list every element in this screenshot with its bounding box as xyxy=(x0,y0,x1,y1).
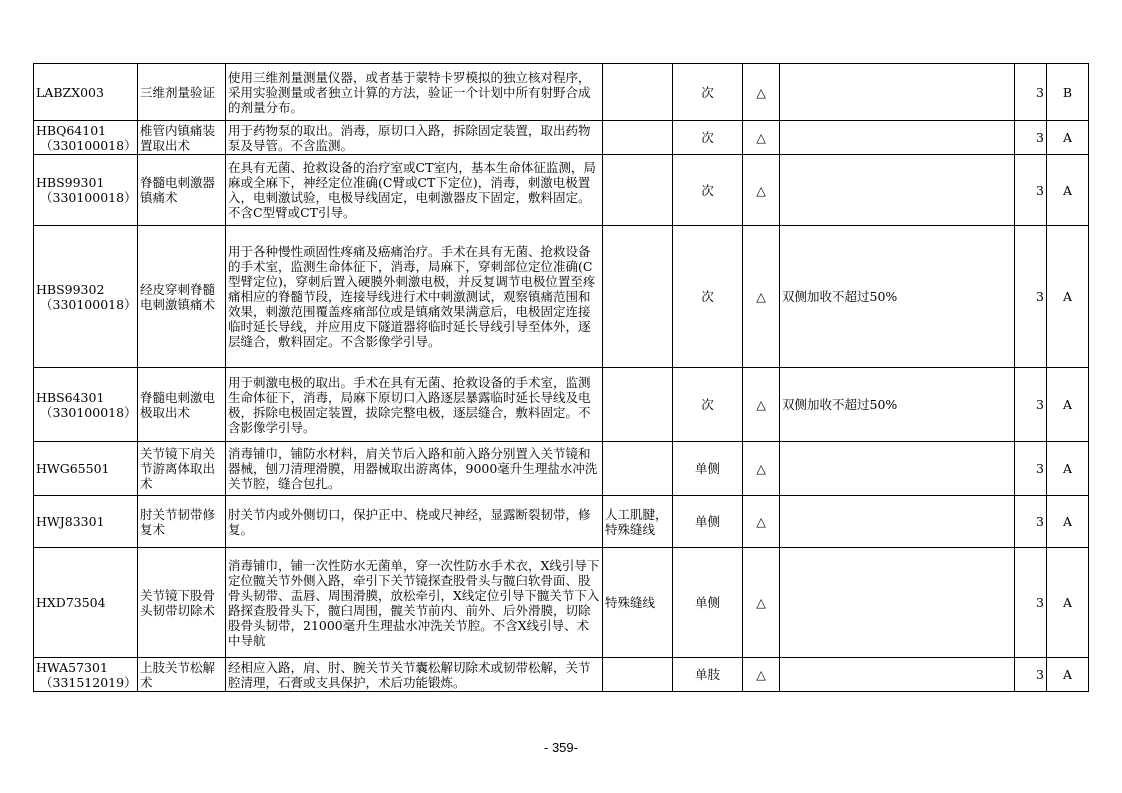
item-note xyxy=(780,155,1015,226)
item-number: 3 xyxy=(1015,155,1047,226)
item-code: HWG65501 xyxy=(36,461,110,476)
item-excluded xyxy=(603,368,673,442)
item-name: 经皮穿刺脊髓电刺激镇痛术 xyxy=(138,226,226,368)
item-code-cell xyxy=(34,226,138,368)
item-grade: A xyxy=(1047,368,1089,442)
item-grade: A xyxy=(1047,496,1089,548)
table-row xyxy=(34,658,1089,692)
item-code-cell xyxy=(34,121,138,155)
item-name: 三维剂量验证 xyxy=(138,64,226,121)
item-code: HBS99301 xyxy=(36,175,105,190)
item-grade: A xyxy=(1047,226,1089,368)
table-row xyxy=(34,442,1089,496)
item-grade: B xyxy=(1047,64,1089,121)
item-unit: 次 xyxy=(673,121,743,155)
item-grade: A xyxy=(1047,548,1089,658)
item-excluded: 特殊缝线 xyxy=(603,548,673,658)
item-number: 3 xyxy=(1015,658,1047,692)
fee-schedule-table xyxy=(33,63,1089,692)
item-code: HXD73504 xyxy=(36,595,106,610)
item-unit: 单肢 xyxy=(673,658,743,692)
item-name: 肘关节韧带修复术 xyxy=(138,496,226,548)
item-excluded xyxy=(603,121,673,155)
item-excluded xyxy=(603,155,673,226)
item-content: 消毒铺巾，铺一次性防水无菌单，穿一次性防水手术衣，X线引导下定位髋关节外侧入路，牵引下关节镜探查股骨头与髋臼软骨面、股骨头韧带、盂唇、周围滑膜，放松牵引，X线定位引导下髋关节下入路探查股骨头下，髋臼周围，髋关节前内、前外、后外滑膜，切除股骨头韧带，21000毫升生理盐水冲洗关节腔。不含X线引导、术中导航 xyxy=(226,548,603,658)
item-mark: △ xyxy=(743,442,780,496)
item-name: 上肢关节松解术 xyxy=(138,658,226,692)
item-code: HWA57301 xyxy=(36,659,108,675)
item-excluded xyxy=(603,658,673,692)
item-code: HWJ83301 xyxy=(36,514,105,529)
table-row xyxy=(34,64,1089,121)
item-name: 关节镜下肩关节游离体取出术 xyxy=(138,442,226,496)
item-unit: 次 xyxy=(673,368,743,442)
table-body xyxy=(34,64,1089,692)
item-content: 肘关节内或外侧切口，保护正中、桡或尺神经，显露断裂韧带，修复。 xyxy=(226,496,603,548)
page-number: - 359- xyxy=(544,740,578,755)
item-name: 脊髓电刺激电极取出术 xyxy=(138,368,226,442)
item-name: 椎管内镇痛装置取出术 xyxy=(138,121,226,155)
item-note: 双侧加收不超过50% xyxy=(780,226,1015,368)
item-code-cell xyxy=(34,442,138,496)
item-content: 用于刺激电极的取出。手术在具有无菌、抢救设备的手术室，监测生命体征下，消毒，局麻下原切口入路逐层暴露临时延长导线及电极，拆除电极固定装置，拔除完整电极，逐层缝合，敷料固定。不含影像学引导。 xyxy=(226,368,603,442)
item-note xyxy=(780,64,1015,121)
item-content: 在具有无菌、抢救设备的治疗室或CT室内，基本生命体征监测，局麻或全麻下，神经定位准确(C臂或CT下定位)，消毒，刺激电极置入，电刺激试验，电极导线固定，电刺激器皮下固定，敷料固定。不含C型臂或CT引导。 xyxy=(226,155,603,226)
item-unit: 单侧 xyxy=(673,496,743,548)
item-number: 3 xyxy=(1015,368,1047,442)
item-unit: 次 xyxy=(673,64,743,121)
item-number: 3 xyxy=(1015,496,1047,548)
item-old-code: （330100018） xyxy=(40,190,137,205)
item-note xyxy=(780,658,1015,692)
table-row xyxy=(34,121,1089,155)
item-number: 3 xyxy=(1015,548,1047,658)
item-grade: A xyxy=(1047,442,1089,496)
item-note xyxy=(780,548,1015,658)
item-number: 3 xyxy=(1015,121,1047,155)
item-unit: 单侧 xyxy=(673,442,743,496)
table-row xyxy=(34,496,1089,548)
table-row xyxy=(34,368,1089,442)
item-content: 消毒铺巾，铺防水材料，肩关节后入路和前入路分别置入关节镜和器械，刨刀清理滑膜，用器械取出游离体，9000毫升生理盐水冲洗关节腔，缝合包扎。 xyxy=(226,442,603,496)
item-content: 用于各种慢性顽固性疼痛及癌痛治疗。手术在具有无菌、抢救设备的手术室，监测生命体征下，消毒，局麻下，穿刺部位定位准确(C型臂定位)，穿刺后置入硬膜外刺激电极，并反复调节电极位置至疼痛相应的脊髓节段，连接导线进行术中刺激测试，观察镇痛范围和效果，刺激范围覆盖疼痛部位或是镇痛效果满意后，电极固定连接临时延长导线，并应用皮下隧道器将临时延长导线引导至体外，逐层缝合，敷料固定。不含影像学引导。 xyxy=(226,226,603,368)
table-row xyxy=(34,226,1089,368)
item-code-cell xyxy=(34,658,138,692)
item-note xyxy=(780,121,1015,155)
item-unit: 次 xyxy=(673,226,743,368)
item-grade: A xyxy=(1047,155,1089,226)
item-code-cell xyxy=(34,496,138,548)
table-row xyxy=(34,155,1089,226)
item-code: HBQ64101 xyxy=(36,122,107,138)
item-grade: A xyxy=(1047,658,1089,692)
item-name: 脊髓电刺激器镇痛术 xyxy=(138,155,226,226)
item-code-cell xyxy=(34,64,138,121)
item-old-code: （330100018） xyxy=(40,296,137,312)
item-mark: △ xyxy=(743,368,780,442)
item-unit: 单侧 xyxy=(673,548,743,658)
item-excluded xyxy=(603,64,673,121)
item-note: 双侧加收不超过50% xyxy=(780,368,1015,442)
item-code: HBS99302 xyxy=(36,281,105,297)
item-mark: △ xyxy=(743,226,780,368)
item-code-cell xyxy=(34,368,138,442)
item-excluded: 人工肌腱，特殊缝线 xyxy=(603,496,673,548)
table-row xyxy=(34,548,1089,658)
item-old-code: （330100018） xyxy=(40,404,137,420)
item-mark: △ xyxy=(743,155,780,226)
item-old-code: （331512019） xyxy=(40,674,137,690)
item-excluded xyxy=(603,442,673,496)
item-mark: △ xyxy=(743,548,780,658)
item-mark: △ xyxy=(743,658,780,692)
item-excluded xyxy=(603,226,673,368)
item-mark: △ xyxy=(743,121,780,155)
item-note xyxy=(780,496,1015,548)
item-content: 使用三维剂量测量仪器，或者基于蒙特卡罗模拟的独立核对程序，采用实验测量或者独立计算的方法，验证一个计划中所有射野合成的剂量分布。 xyxy=(226,64,603,121)
item-code: LABZX003 xyxy=(36,84,104,100)
item-mark: △ xyxy=(743,64,780,121)
item-mark: △ xyxy=(743,496,780,548)
item-old-code: （330100018） xyxy=(40,137,137,153)
item-number: 3 xyxy=(1015,226,1047,368)
item-name: 关节镜下股骨头韧带切除术 xyxy=(138,548,226,658)
item-note xyxy=(780,442,1015,496)
item-code-cell xyxy=(34,548,138,658)
item-code: HBS64301 xyxy=(36,389,105,405)
item-code-cell xyxy=(34,155,138,226)
item-number: 3 xyxy=(1015,442,1047,496)
item-content: 经相应入路，肩、肘、腕关节关节囊松解切除术或韧带松解，关节腔清理，石膏或支具保护，术后功能锻炼。 xyxy=(226,658,603,692)
item-number: 3 xyxy=(1015,64,1047,121)
item-unit: 次 xyxy=(673,155,743,226)
item-content: 用于药物泵的取出。消毒，原切口入路，拆除固定装置，取出药物泵及导管。不含监测。 xyxy=(226,121,603,155)
item-grade: A xyxy=(1047,121,1089,155)
